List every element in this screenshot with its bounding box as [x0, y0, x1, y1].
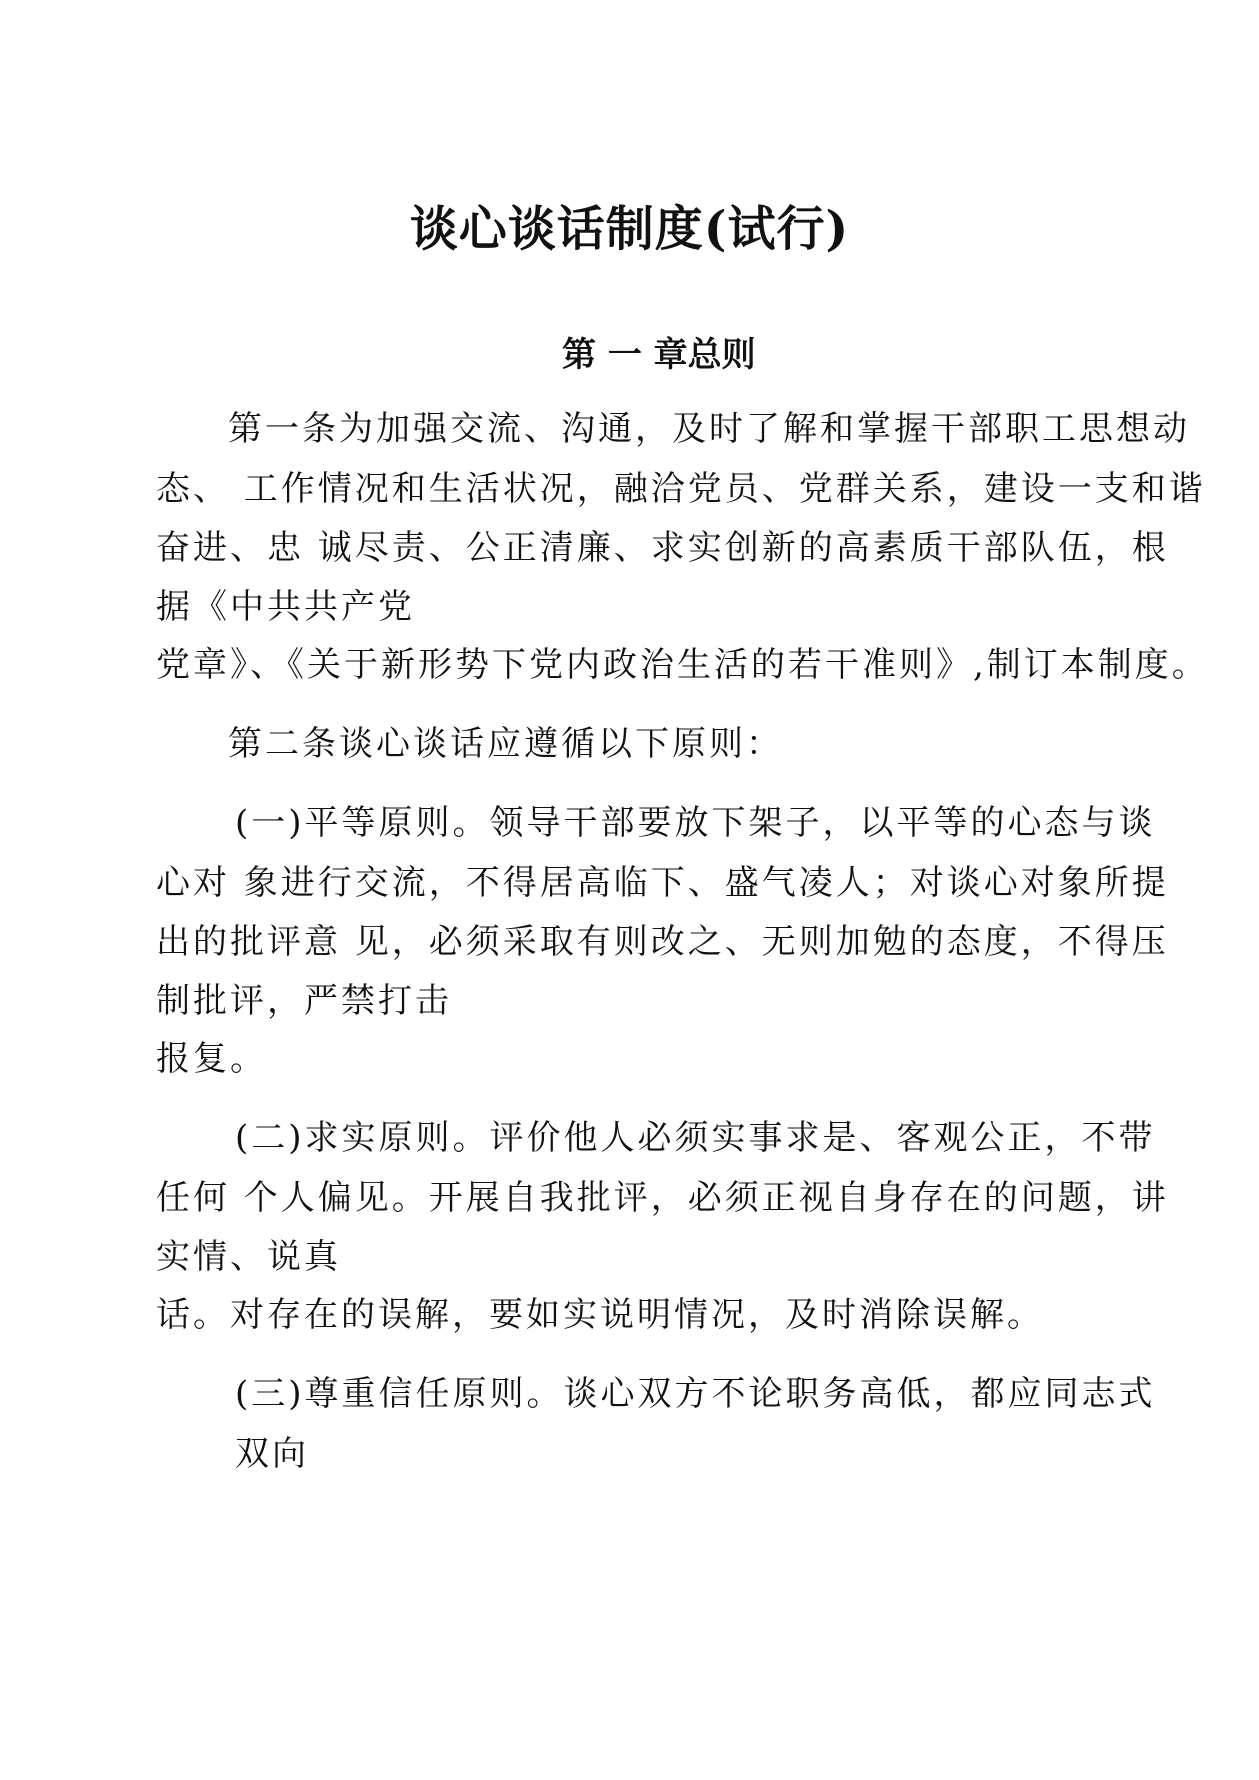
chapter-heading: 第 一 章总则: [562, 335, 756, 375]
paragraph-line: (二)求实原则。评价他人必须实事求是、客观公正，不带: [235, 1118, 1156, 1158]
paragraph-line: 报复。: [156, 1039, 267, 1079]
paragraph-line: 第二条谈心谈话应遵循以下原则：: [228, 724, 783, 764]
paragraph-line: (三)尊重信任原则。谈心双方不论职务高低，都应同志式: [235, 1374, 1156, 1414]
paragraph-line: (一)平等原则。领导干部要放下架子，以平等的心态与谈: [235, 803, 1156, 843]
paragraph-line: 制批评，严禁打击: [156, 981, 452, 1021]
paragraph-line: 第一条为加强交流、沟通，及时了解和掌握干部职工思想动: [228, 409, 1190, 449]
paragraph-line: 实情、说真: [156, 1237, 341, 1277]
paragraph-line: 奋进、忠 诚尽责、公正清廉、求实创新的高素质干部队伍，根: [156, 528, 1169, 568]
paragraph-line: 据《中共共产党: [156, 587, 415, 627]
document-title: 谈心谈话制度(试行): [409, 201, 850, 257]
paragraph-line: 双向: [235, 1434, 309, 1474]
paragraph-line: 心对 象进行交流，不得居高临下、盛气凌人；对谈心对象所提: [156, 863, 1169, 903]
paragraph-line: 任何 个人偏见。开展自我批评，必须正视自身存在的问题，讲: [156, 1178, 1169, 1218]
paragraph-line: 态、 工作情况和生活状况，融洽党员、党群关系，建设一支和谐: [156, 469, 1206, 509]
paragraph-line: 党章》、《关于新形势下党内政治生活的若干准则》,制订本制度。: [156, 645, 1209, 685]
paragraph-line: 出的批评意 见，必须采取有则改之、无则加勉的态度，不得压: [156, 922, 1169, 962]
paragraph-line: 话。对存在的误解，要如实说明情况，及时消除误解。: [156, 1295, 1044, 1335]
